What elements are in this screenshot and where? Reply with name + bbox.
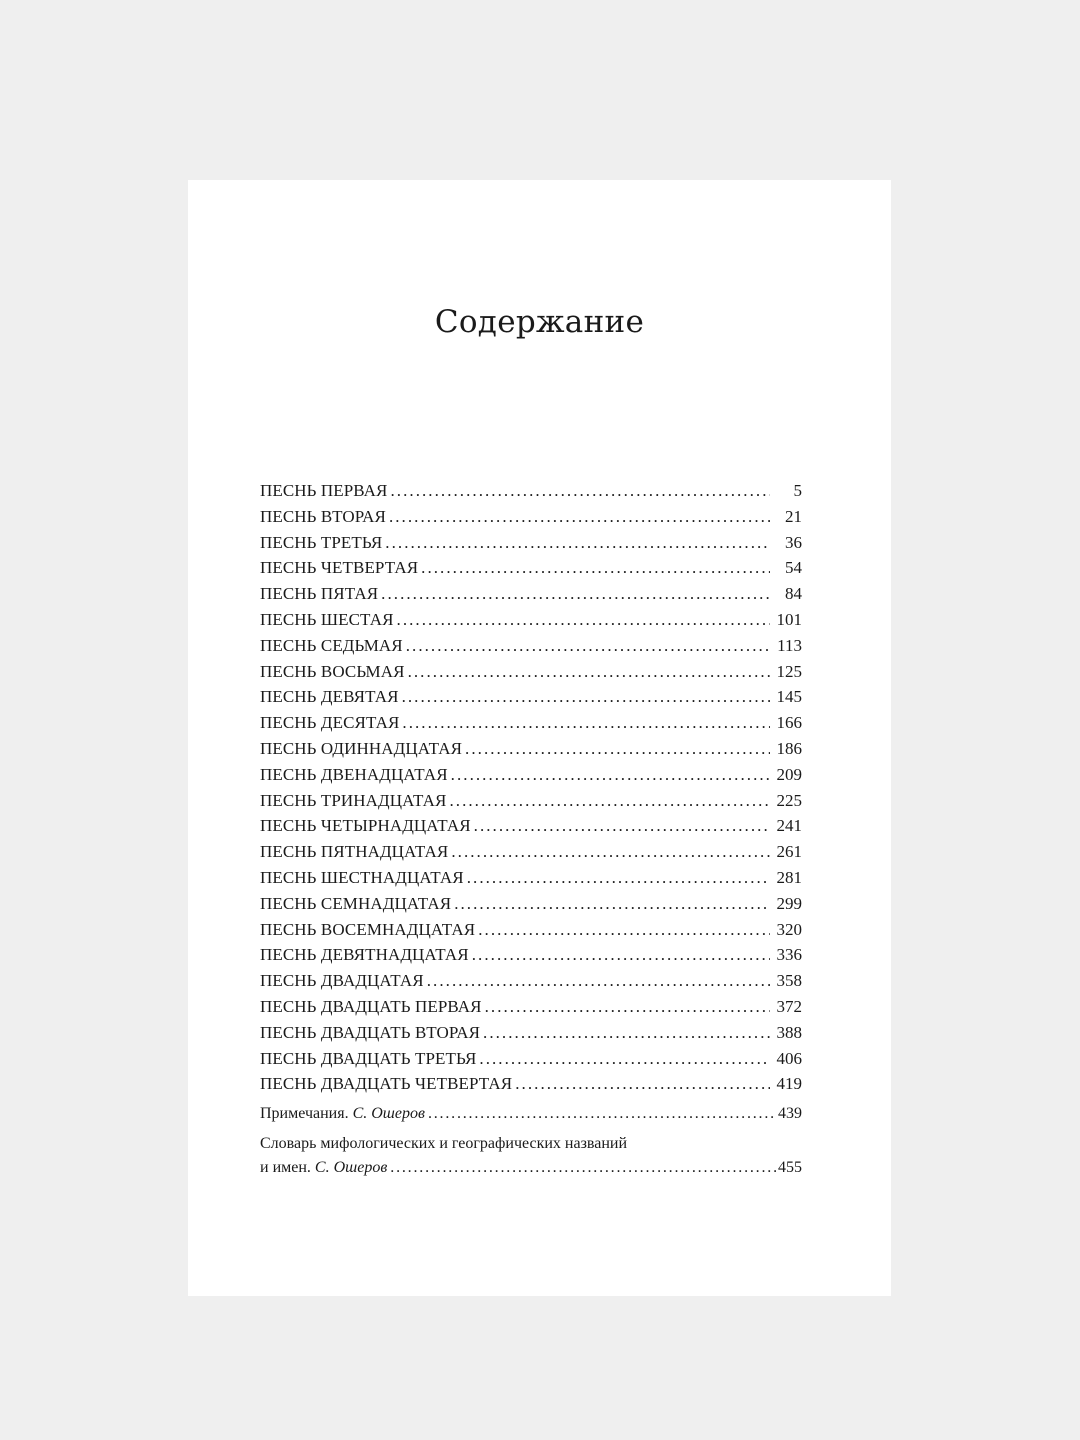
leader-dots	[389, 504, 770, 530]
toc-entry-title: ПЕСНЬ ПЕРВАЯ	[260, 481, 388, 500]
leader-dots	[408, 659, 770, 685]
toc-entry-title: ПЕСНЬ ДЕСЯТАЯ	[260, 713, 400, 733]
toc-entry-title: ПЕСНЬ ДВАДЦАТЬ ТРЕТЬЯ	[260, 1048, 477, 1068]
toc-entry	[260, 891, 802, 917]
toc-entry-page-number: 406	[776, 1048, 802, 1068]
toc-entry	[260, 968, 802, 994]
toc-entry-page-number: 54	[785, 558, 802, 578]
leader-dots	[467, 865, 770, 891]
toc-entry-page-number: 5	[793, 481, 802, 500]
leader-dots	[391, 478, 771, 504]
appendix-entries	[260, 1102, 802, 1180]
dictionary-title-continued: и имен.	[260, 1159, 311, 1176]
toc-entry-page-number: 388	[776, 1022, 802, 1042]
toc-entry-title: ПЕСНЬ СЕДЬМАЯ	[260, 635, 403, 655]
toc-entry-title: ПЕСНЬ ВТОРАЯ	[260, 506, 386, 526]
toc-entry	[260, 762, 802, 788]
toc-entry	[260, 633, 802, 659]
dictionary-label	[260, 1156, 390, 1180]
toc-entry-page-number: 125	[776, 661, 802, 681]
toc-entry-title: ПЕСНЬ ДВАДЦАТЬ ЧЕТВЕРТАЯ	[260, 1074, 513, 1094]
toc-entry	[260, 710, 802, 736]
leader-dots	[465, 736, 770, 762]
toc-entry-page-number: 101	[776, 609, 802, 629]
toc-entry	[260, 478, 802, 504]
toc-entry-page-number: 336	[776, 945, 802, 965]
toc-entry-title: ПЕСНЬ ТРЕТЬЯ	[260, 532, 383, 552]
toc-entry-page-number: 145	[776, 687, 802, 707]
toc-entry-title: ПЕСНЬ ДЕВЯТНАДЦАТАЯ	[260, 945, 469, 965]
toc-entry-title: ПЕСНЬ ПЯТАЯ	[260, 584, 379, 604]
toc-entry-title: ПЕСНЬ ВОСЕМНАДЦАТАЯ	[260, 919, 476, 939]
toc-entry-page-number: 419	[776, 1074, 802, 1094]
leader-dots	[402, 684, 770, 710]
toc-entry-title: ПЕСНЬ ДВАДЦАТЬ ПЕРВАЯ	[260, 996, 482, 1016]
notes-entry	[260, 1102, 802, 1126]
leader-dots	[515, 1071, 770, 1097]
book-page	[188, 180, 891, 1296]
toc-entry	[260, 1046, 802, 1072]
toc-entry-page-number: 358	[776, 971, 802, 991]
leader-dots	[478, 917, 770, 943]
leader-dots	[406, 633, 770, 659]
toc-entry-page-number: 372	[776, 996, 802, 1016]
toc-entry	[260, 917, 802, 943]
notes-title: Примечания.	[260, 1105, 349, 1122]
toc-entry	[260, 659, 802, 685]
toc-entry-page-number: 320	[776, 919, 802, 939]
toc-entry	[260, 994, 802, 1020]
toc-entry	[260, 788, 802, 814]
leader-dots	[483, 1020, 770, 1046]
toc-entry-page-number: 84	[785, 584, 802, 604]
toc-entry-page-number: 241	[776, 816, 802, 836]
notes-label	[260, 1102, 428, 1126]
leader-dots	[472, 942, 770, 968]
leader-dots	[485, 994, 770, 1020]
toc-entry-page-number: 113	[777, 635, 802, 655]
leader-dots	[451, 762, 770, 788]
leader-dots	[449, 788, 770, 814]
toc-entry-title: ПЕСНЬ ПЯТНАДЦАТАЯ	[260, 842, 449, 862]
dictionary-entry	[260, 1156, 802, 1180]
toc-entry	[260, 530, 802, 556]
leader-dots	[397, 607, 770, 633]
leader-dots	[479, 1046, 770, 1072]
toc-entry	[260, 865, 802, 891]
toc-entry-title: ПЕСНЬ ШЕСТНАДЦАТАЯ	[260, 867, 464, 887]
dictionary-author: С. Ошеров	[314, 1159, 388, 1176]
toc-entry-title: ПЕСНЬ ШЕСТАЯ	[260, 609, 394, 629]
dictionary-title-line: Словарь мифологических и географических названий	[260, 1135, 628, 1152]
toc-entry	[260, 581, 802, 607]
toc-entry-page-number: 36	[785, 532, 802, 552]
toc-entry-page-number: 209	[776, 764, 802, 784]
toc-entry	[260, 1020, 802, 1046]
toc-entry-title: ПЕСНЬ ДВЕНАДЦАТАЯ	[260, 764, 448, 784]
leader-dots	[451, 839, 770, 865]
toc-entry-title: ПЕСНЬ ЧЕТЫРНАДЦАТАЯ	[260, 816, 471, 836]
page-title: Содержание	[434, 304, 645, 340]
toc-entry	[260, 813, 802, 839]
toc-entry	[260, 839, 802, 865]
toc-entry	[260, 504, 802, 530]
table-of-contents	[260, 478, 802, 1097]
toc-entry-page-number: 21	[785, 506, 802, 526]
toc-entry-page-number: 281	[776, 867, 802, 887]
leader-dots	[390, 1156, 776, 1180]
leader-dots	[402, 710, 770, 736]
leader-dots	[385, 530, 770, 556]
toc-entry-page-number: 186	[776, 738, 802, 758]
toc-entry-title: ПЕСНЬ ЧЕТВЕРТАЯ	[260, 558, 419, 578]
toc-entry-title: ПЕСНЬ ДВАДЦАТАЯ	[260, 971, 424, 991]
dictionary-page-number: 455	[778, 1159, 802, 1176]
toc-entry	[260, 736, 802, 762]
notes-author: С. Ошеров	[352, 1105, 425, 1122]
toc-entry-title: ПЕСНЬ ОДИННАДЦАТАЯ	[260, 738, 463, 758]
notes-page-number: 439	[778, 1105, 802, 1122]
toc-entry-title: ПЕСНЬ ДЕВЯТАЯ	[260, 687, 399, 707]
leader-dots	[428, 1102, 776, 1126]
toc-entry	[260, 555, 802, 581]
leader-dots	[421, 555, 770, 581]
toc-entry-title: ПЕСНЬ ВОСЬМАЯ	[260, 661, 405, 681]
toc-entry-title: ПЕСНЬ ТРИНАДЦАТАЯ	[260, 790, 447, 810]
toc-entry	[260, 1071, 802, 1097]
leader-dots	[427, 968, 770, 994]
leader-dots	[474, 813, 770, 839]
toc-entry-page-number: 225	[776, 790, 802, 810]
toc-entry	[260, 684, 802, 710]
toc-entry-page-number: 299	[776, 893, 802, 913]
toc-entry	[260, 942, 802, 968]
toc-entry-page-number: 261	[776, 842, 802, 862]
leader-dots	[454, 891, 770, 917]
toc-entry-title: ПЕСНЬ ДВАДЦАТЬ ВТОРАЯ	[260, 1022, 481, 1042]
leader-dots	[381, 581, 770, 607]
toc-entry-title: ПЕСНЬ СЕМНАДЦАТАЯ	[260, 893, 452, 913]
toc-entry-page-number: 166	[776, 713, 802, 733]
toc-entry	[260, 607, 802, 633]
